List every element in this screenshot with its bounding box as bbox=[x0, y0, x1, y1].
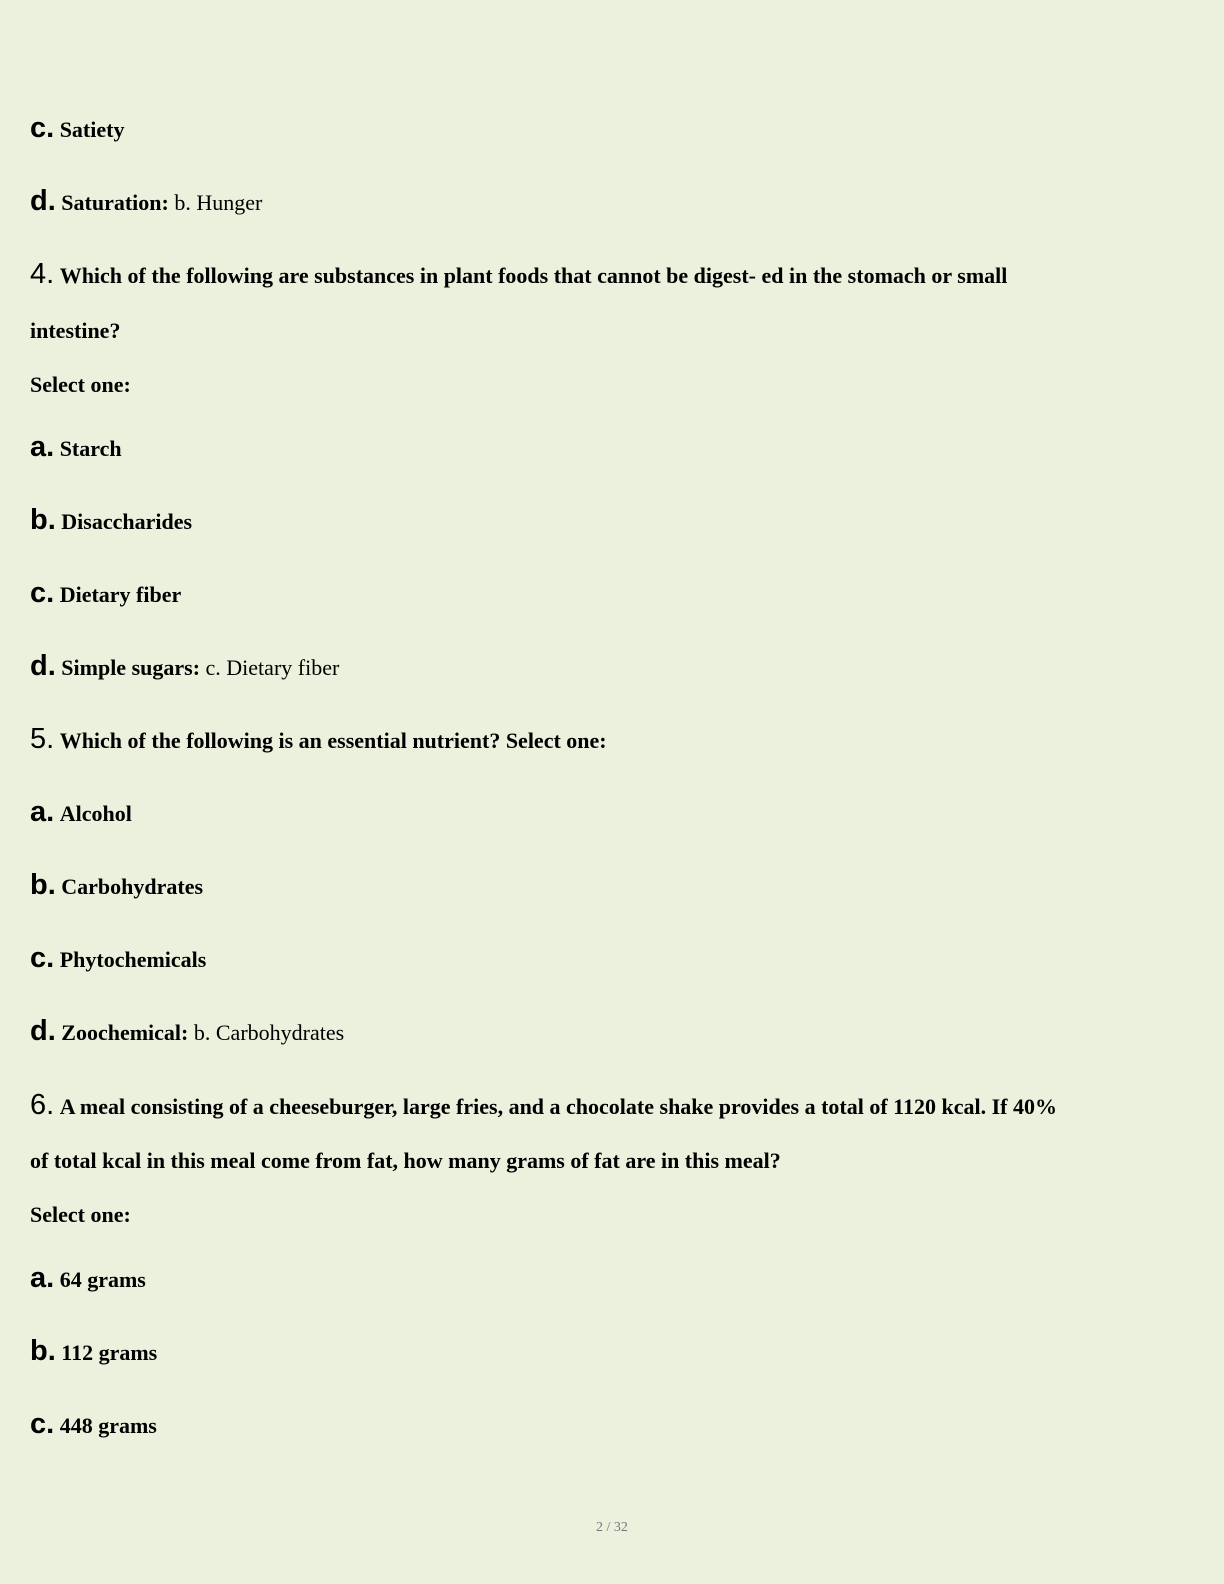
option-marker: c. bbox=[30, 112, 55, 144]
option-marker: b. bbox=[30, 504, 56, 536]
option-text: Phytochemicals bbox=[59, 947, 207, 972]
option-line bbox=[30, 432, 122, 464]
question-line bbox=[30, 259, 1007, 291]
question-line-continued bbox=[30, 316, 120, 346]
option-marker: c. bbox=[30, 1408, 55, 1440]
question-text: A meal consisting of a cheeseburger, large fries, and a chocolate shake provides a total of 1120 kcal. If 40% bbox=[59, 1094, 1057, 1119]
option-text: Alcohol bbox=[59, 801, 132, 826]
option-text: Satiety bbox=[59, 117, 125, 142]
option-text: Dietary fiber bbox=[59, 582, 182, 607]
option-line bbox=[30, 651, 339, 683]
question-number: 6. bbox=[30, 1089, 55, 1121]
option-line bbox=[30, 870, 203, 902]
select-one-label bbox=[30, 370, 131, 400]
instruction-text: Select one: bbox=[30, 372, 131, 397]
option-marker: b. bbox=[30, 1335, 56, 1367]
option-text: Zoochemical: bbox=[61, 1020, 189, 1045]
option-marker: a. bbox=[30, 796, 55, 828]
answer-text: c. Dietary fiber bbox=[200, 655, 340, 680]
option-text: Starch bbox=[59, 436, 122, 461]
option-marker: c. bbox=[30, 577, 55, 609]
option-line bbox=[30, 1336, 157, 1368]
option-line bbox=[30, 578, 181, 610]
option-text: Simple sugars: bbox=[61, 655, 201, 680]
option-marker: b. bbox=[30, 869, 56, 901]
option-text: 112 grams bbox=[61, 1340, 158, 1365]
option-line bbox=[30, 1409, 157, 1441]
question-line bbox=[30, 1090, 1057, 1122]
option-line bbox=[30, 1263, 146, 1295]
option-line bbox=[30, 797, 132, 829]
option-line bbox=[30, 505, 192, 537]
option-marker: a. bbox=[30, 1262, 55, 1294]
answer-text: b. Carbohydrates bbox=[188, 1020, 345, 1045]
option-marker: d. bbox=[30, 1015, 56, 1047]
option-text: Carbohydrates bbox=[61, 874, 204, 899]
option-marker: d. bbox=[30, 185, 56, 217]
page-number: 2 / 32 bbox=[596, 1520, 628, 1535]
question-text: Which of the following is an essential nutrient? Select one: bbox=[59, 728, 607, 753]
question-line bbox=[30, 724, 607, 756]
document-page bbox=[30, 0, 1200, 1584]
option-line bbox=[30, 943, 206, 975]
option-text: Disaccharides bbox=[61, 509, 193, 534]
option-text: 64 grams bbox=[59, 1267, 146, 1292]
option-text: Saturation: bbox=[61, 190, 169, 215]
select-one-label bbox=[30, 1200, 131, 1230]
option-line bbox=[30, 1016, 344, 1048]
option-marker: a. bbox=[30, 431, 55, 463]
question-number: 5. bbox=[30, 723, 55, 755]
question-number: 4. bbox=[30, 258, 55, 290]
question-text: of total kcal in this meal come from fat, how many grams of fat are in this meal? bbox=[30, 1148, 781, 1173]
option-line bbox=[30, 113, 124, 145]
option-text: 448 grams bbox=[59, 1413, 157, 1438]
question-line-continued bbox=[30, 1146, 781, 1176]
answer-text: b. Hunger bbox=[168, 190, 263, 215]
instruction-text: Select one: bbox=[30, 1202, 131, 1227]
question-text: intestine? bbox=[30, 318, 121, 343]
option-line bbox=[30, 186, 262, 218]
option-marker: d. bbox=[30, 650, 56, 682]
question-text: Which of the following are substances in plant foods that cannot be digest- ed in the stomach or small bbox=[59, 263, 1008, 288]
option-marker: c. bbox=[30, 942, 55, 974]
